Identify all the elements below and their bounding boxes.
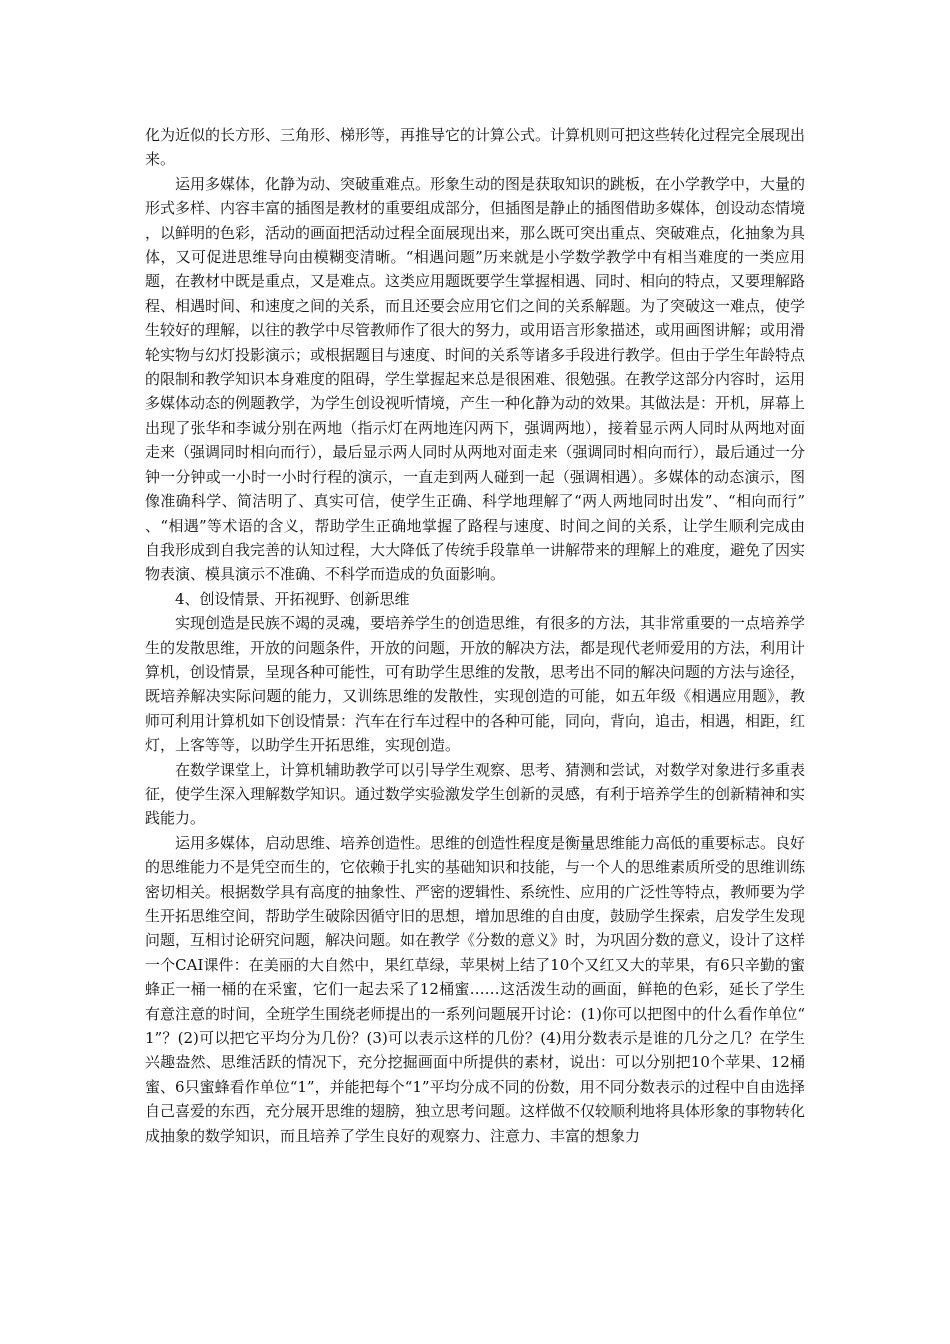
paragraph-computer-assisted: 在数学课堂上，计算机辅助教学可以引导学生观察、思考、猜测和尝试，对数学对象进行多重表征，使学生深入理解数学知识。通过数学实验激发学生创新的灵感，有利于培养学生的创新精神和实践能力。 [145, 760, 806, 828]
paragraph-fraction-example: 运用多媒体，启动思维、培养创造性。思维的创造性程度是衡量思维能力高低的重要标志。良好的思维能力不是凭空而生的，它依赖于扎实的基础知识和技能，与一个人的思维素质所受的思维训练密切相关。根据数学具有高度的抽象性、严密的逻辑性、系统性、应用的广泛性等特点，教师要为学生开拓思维空间，帮助学生破除因循守旧的思想，增加思维的自由度，鼓励学生探索，启发学生发现问题，互相讨论研究问题，解决问题。如在教学《分数的意义》时，为巩固分数的意义，设计了这样一个CAI课件：在美丽的大自然中，果红草绿，苹果树上结了10个又红又大的苹果，有6只辛勤的蜜蜂正一桶一桶的在采蜜，它们一起去采了12桶蜜……这活泼生动的画面，鲜艳的色彩，延长了学生有意注意的时间，全班学生围绕老师提出的一系列问题展开讨论：(1)你可以把图中的什么看作单位“1”？(2)可以把它平均分为几份？(3)可以表示这样的几份？(4)用分数表示是谁的几分之几？在学生兴趣盎然、思维活跃的情况下，充分挖掘画面中所提供的素材，说出：可以分别把10个苹果、12桶蜜、6只蜜蜂看作单位“1”，并能把每个“1”平均分成不同的份数，用不同分数表示的过程中自由选择自己喜爱的东西，充分展开思维的翅膀，独立思考问题。这样做不仅较顺利地将具体形象的事物转化成抽象的数学知识，而且培养了学生良好的观察力、注意力、丰富的想象力 [145, 833, 806, 1145]
paragraph-multimedia-dynamic: 运用多媒体，化静为动、突破重难点。形象生动的图是获取知识的跳板，在小学教学中，大量的形式多样、内容丰富的插图是教材的重要组成部分，但插图是静止的插图借助多媒体，创设动态情境，以鲜明的色彩，活动的画面把活动过程全面展现出来，那么既可突出重点、突破难点，化抽象为具体，又可促进思维导向由模糊变清晰。“相遇问题”历来就是小学数学教学中有相当难度的一类应用题，在教材中既是重点，又是难点。这类应用题既要学生掌握相遇、同时、相向的特点，又要理解路程、相遇时间、和速度之间的关系，而且还要会应用它们之间的关系解题。为了突破这一难点，使学生较好的理解，以往的教学中尽管教师作了很大的努力，或用语言形象描述，或用画图讲解；或用滑轮实物与幻灯投影演示；或根据题目与速度、时间的关系等诸多手段进行教学。但由于学生年龄特点的限制和教学知识本身难度的阻碍，学生掌握起来总是很困难、很勉强。在教学这部分内容时，运用多媒体动态的例题教学，为学生创设视听情境，产生一种化静为动的效果。其做法是：开机，屏幕上出现了张华和李诚分别在两地（指示灯在两地连闪两下，强调两地），接着显示两人同时从两地对面走来（强调同时相向而行），最后显示两人同时从两地对面走来（强调同时相向而行），最后通过一分钟一分钟或一小时一小时行程的演示，一直走到两人碰到一起（强调相遇）。多媒体的动态演示，图像准确科学、简洁明了、真实可信，使学生正确、科学地理解了“两人两地同时出发”、“相向而行”、“相遇”等术语的含义，帮助学生正确地掌握了路程与速度、时间之间的关系，让学生顺利完成由自我形成到自我完善的认知过程，大大降低了传统手段靠单一讲解带来的理解上的难度，避免了因实物表演、模具演示不准确、不科学而造成的负面影响。 [145, 174, 806, 584]
section-heading: 4、创设情景、开拓视野、创新思维 [175, 589, 410, 608]
paragraph-creative-thinking: 实现创造是民族不竭的灵魂，要培养学生的创造思维，有很多的方法，其非常重要的一点培养学生的发散思维，开放的问题条件，开放的问题，开放的解决方法，都是现代老师爱用的方法，利用计算机，创设情景，呈现各种可能性，可有助学生思维的发散，思考出不同的解决问题的方法与途径，既培养解决实际问题的能力，又训练思维的发散性，实现创造的可能，如五年级《相遇应用题》，教师可利用计算机如下创设情景：汽车在行车过程中的各种可能，同向，背向，追击，相遇，相距，红灯，上客等等，以助学生开拓思维，实现创造。 [145, 614, 806, 755]
paragraph-continuation: 化为近似的长方形、三角形、梯形等，再推导它的计算公式。计算机则可把这些转化过程完全展现出来。 [145, 126, 806, 169]
document-body [145, 123, 805, 1148]
